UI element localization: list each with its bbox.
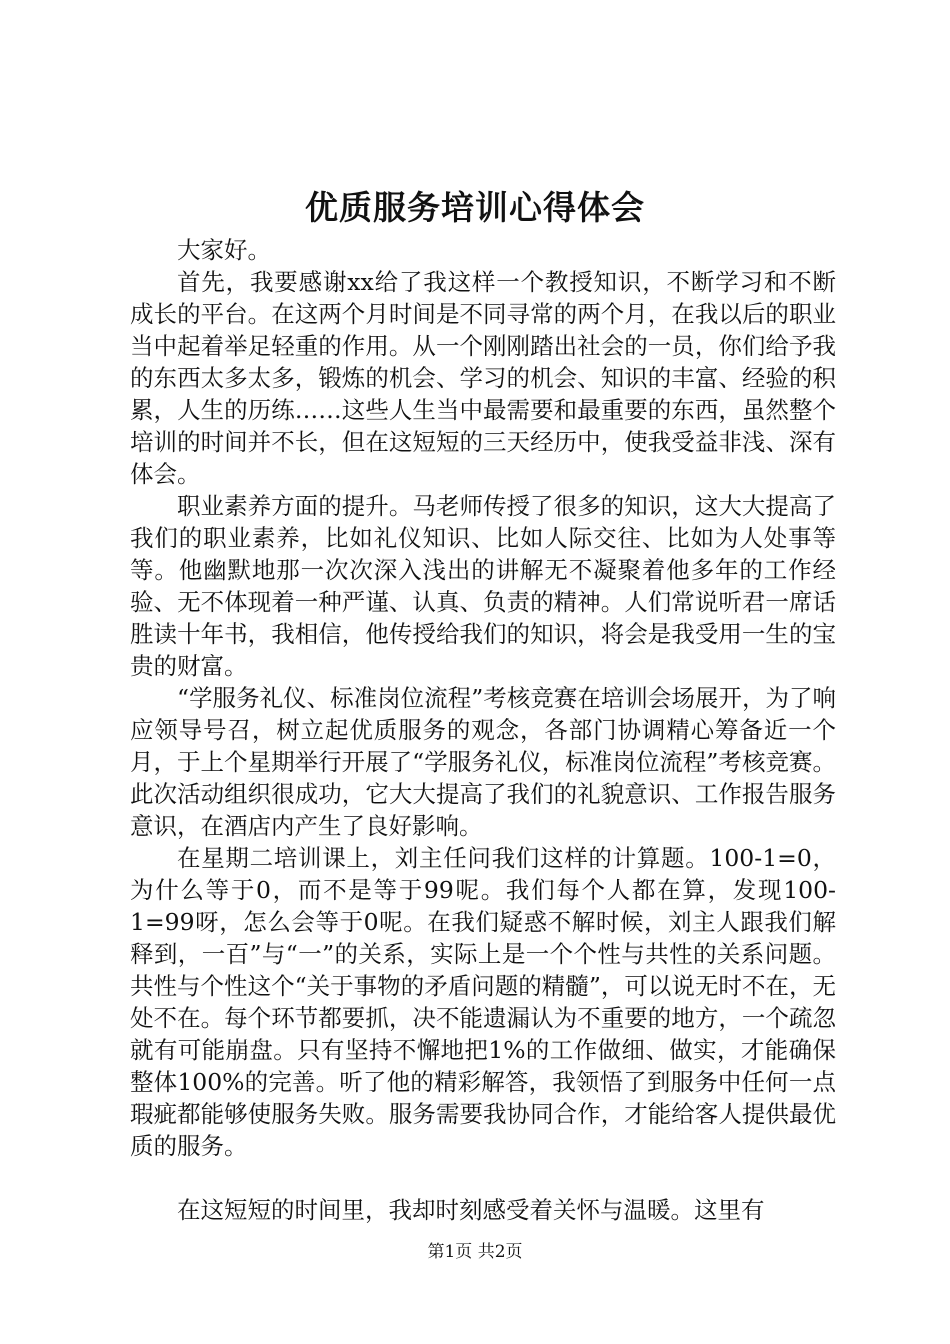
paragraph-professional-quality: 职业素养方面的提升。马老师传授了很多的知识，这大大提高了我们的职业素养，比如礼仪知识、比如人际交往、比如为人处事等等。他幽默地那一次次深入浅出的讲解无不凝聚着他多年的工作经验、无不体现着一种严谨、认真、负责的精神。人们常说听君一席话胜读十年书，我相信，他传授给我们的知识，将会是我受用一生的宝贵的财富。: [130, 492, 836, 680]
paragraph-calculation: 在星期二培训课上，刘主任问我们这样的计算题。100-1=0，为什么等于0，而不是等于99呢。我们每个人都在算，发现100-1=99呀，怎么会等于0呢。在我们疑惑不解时候，刘主人跟我们解释到，一百”与“一”的关系，实际上是一个个性与共性的关系问题。共性与个性这个“关于事物的矛盾问题的精髓”，可以说无时不在，无处不在。每个环节都要抓，决不能遗漏认为不重要的地方，一个疏忽就有可能崩盘。只有坚持不懈地把1%的工作做细、做实，才能确保整体100%的完善。听了他的精彩解答，我领悟了到服务中任何一点瑕疵都能够使服务失败。服务需要我协同合作，才能给客人提供最优质的服务。: [130, 844, 836, 1160]
paragraph-warmth: 在这短短的时间里，我却时刻感受着关怀与温暖。这里有: [177, 1196, 765, 1224]
page-footer: 第1页 共2页: [427, 1242, 523, 1262]
paragraph-thanks: 首先，我要感谢xx给了我这样一个教授知识，不断学习和不断成长的平台。在这两个月时间是不同寻常的两个月，在我以后的职业当中起着举足轻重的作用。从一个刚刚踏出社会的一员，你们给予我的东西太多太多，锻炼的机会、学习的机会、知识的丰富、经验的积累，人生的历练……这些人生当中最需要和最重要的东西，虽然整个培训的时间并不长，但在这短短的三天经历中，使我受益非浅、深有体会。: [130, 268, 836, 488]
document-title: 优质服务培训心得体会: [305, 188, 645, 227]
paragraph-competition: “学服务礼仪、标准岗位流程”考核竞赛在培训会场展开，为了响应领导号召，树立起优质服务的观念，各部门协调精心筹备近一个月，于上个星期举行开展了“学服务礼仪，标准岗位流程”考核竞赛。此次活动组织很成功，它大大提高了我们的礼貌意识、工作报告服务意识，在酒店内产生了良好影响。: [130, 684, 836, 840]
paragraph-greeting: 大家好。: [177, 236, 271, 264]
document-body: [130, 234, 836, 1226]
